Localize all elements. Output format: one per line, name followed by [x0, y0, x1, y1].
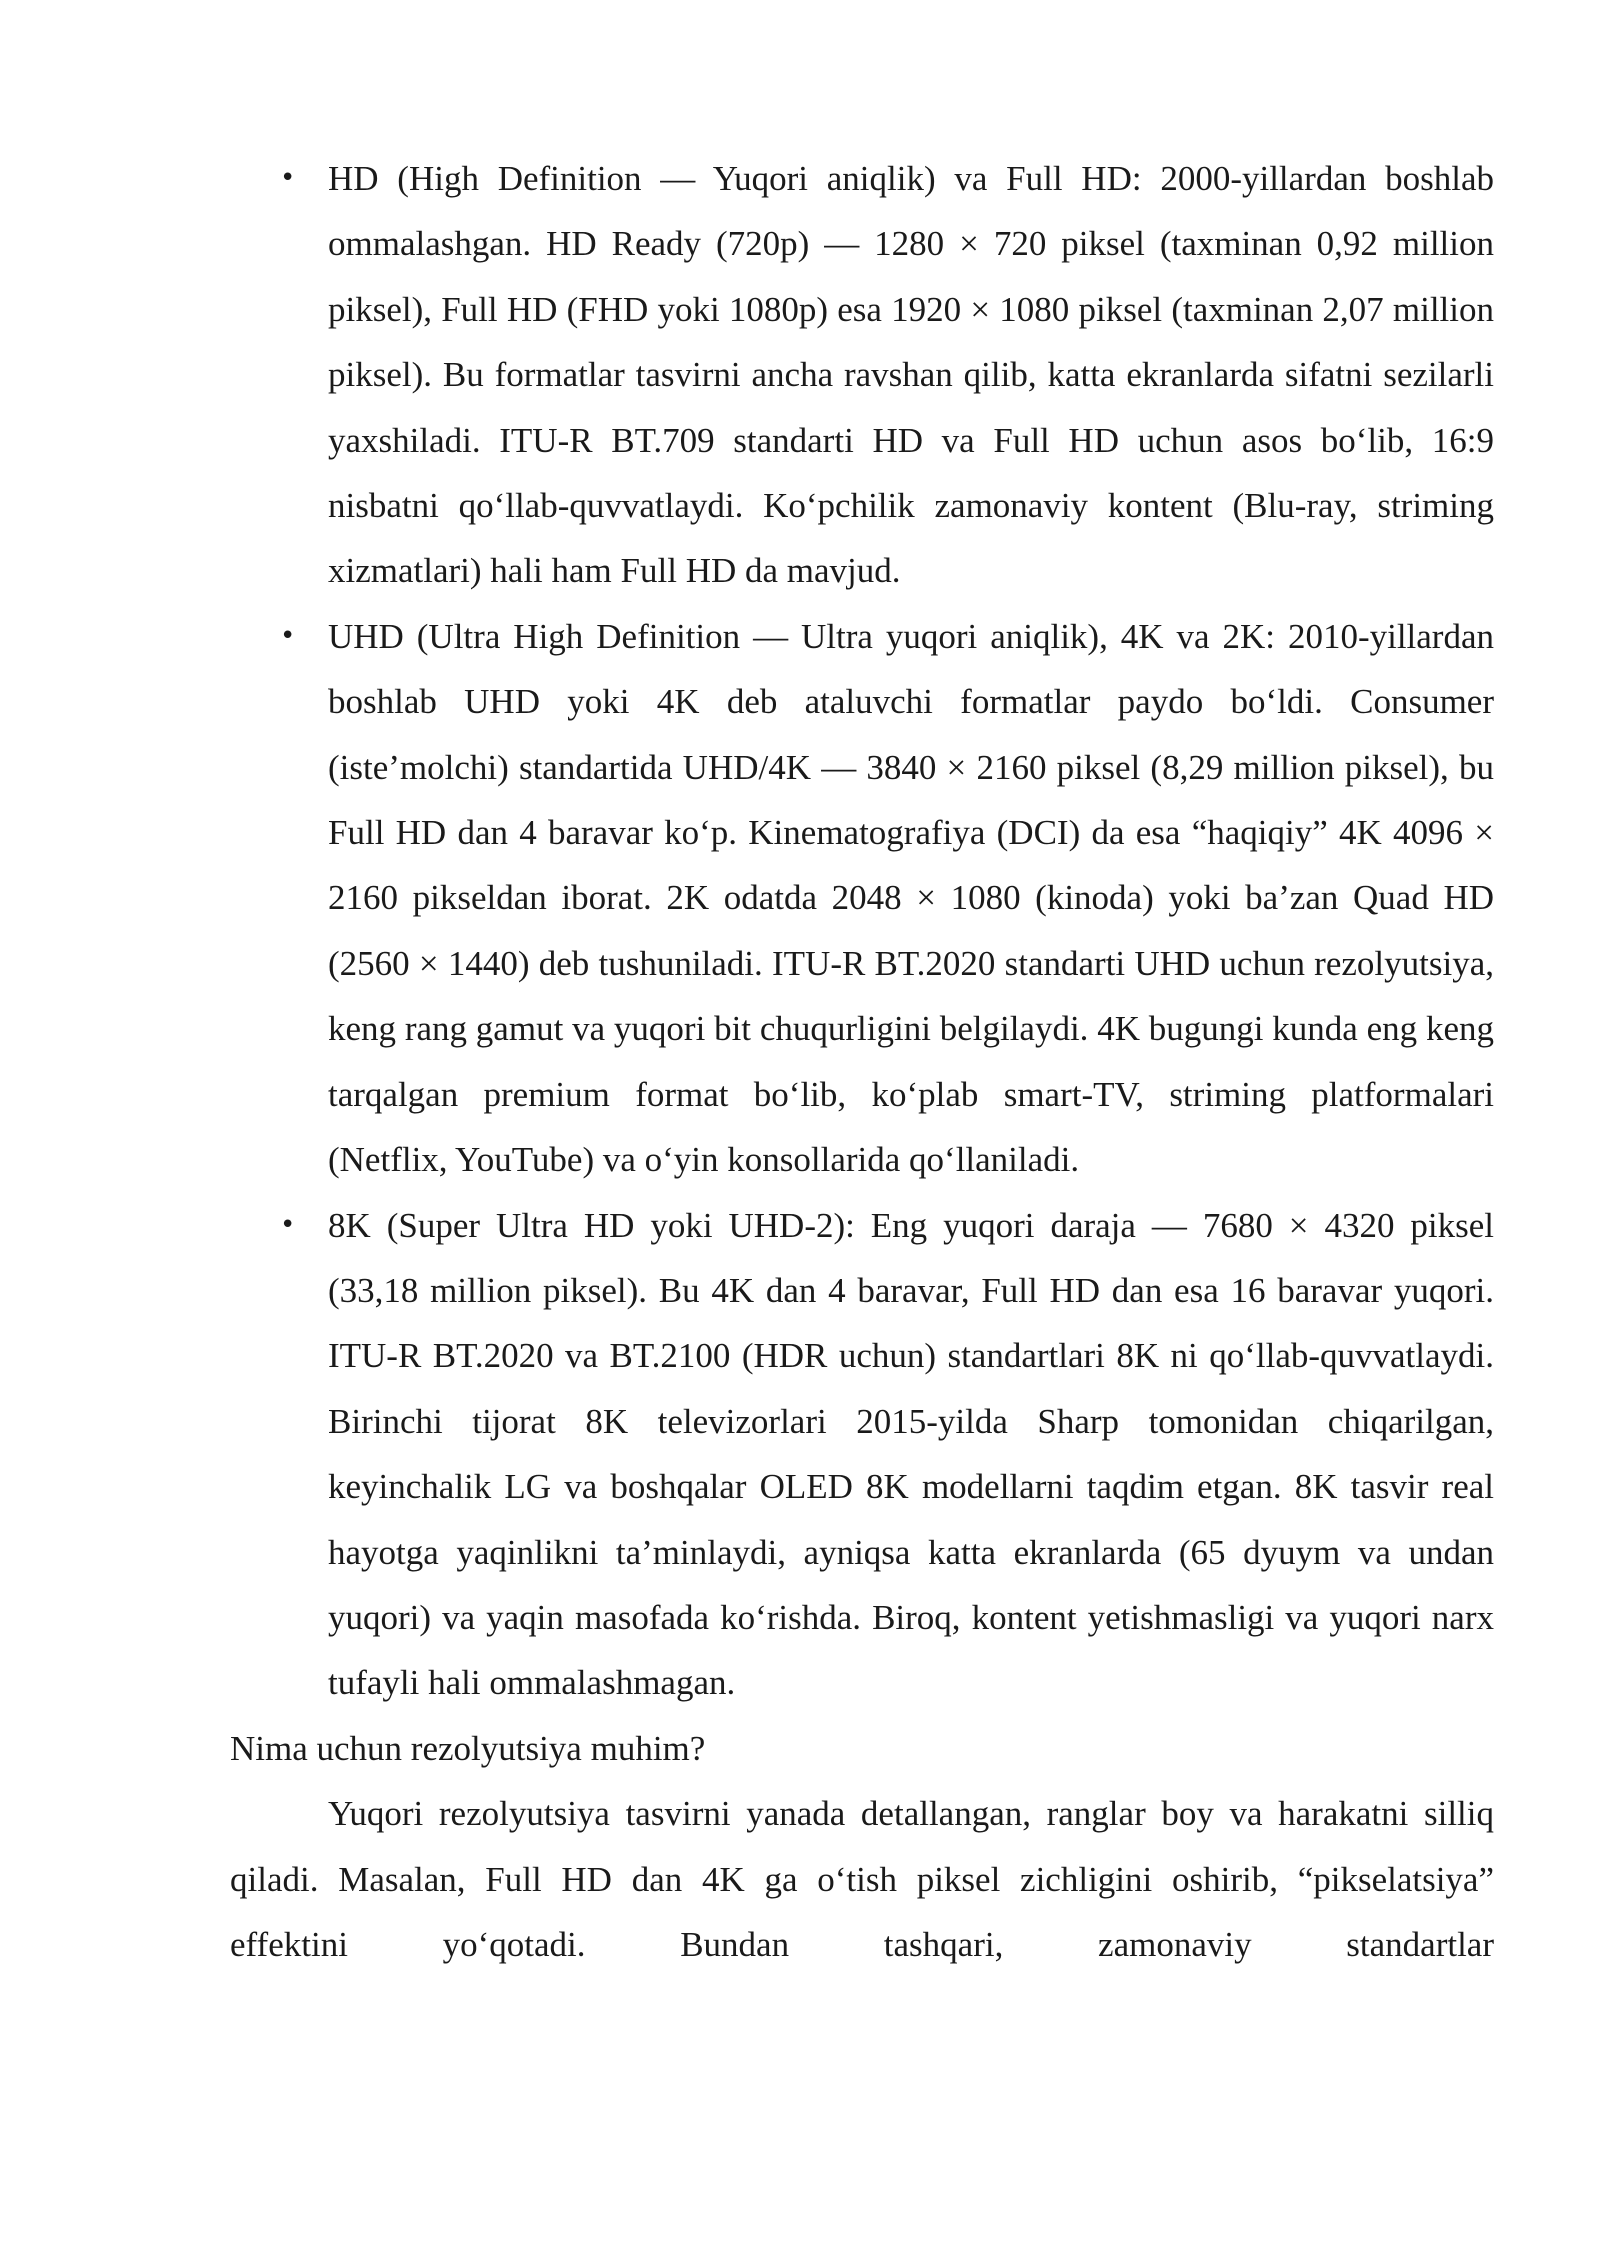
- section-heading: Nima uchun rezolyutsiya muhim?: [230, 1728, 706, 1768]
- bullet-text-uhd: UHD (Ultra High Definition — Ultra yuqori aniqlik), 4K va 2K: 2010-yillardan boshlab UHD yoki 4K deb ataluvchi formatlar paydo bo‘ldi. Consumer (iste’molchi) standartida UHD/4K — 3840 × 2160 piksel (8,29 million piksel), bu Full HD dan 4 baravar ko‘p. Kinematografiya (DCI) da esa “haqiqiy” 4K 4096 × 2160 pikseldan iborat. 2K odatda 2048 × 1080 (kinoda) yoki ba’zan Quad HD (2560 × 1440) deb tushuniladi. ITU-R BT.2020 standarti UHD uchun rezolyutsiya, keng rang gamut va yuqori bit chuqurligini belgilaydi. 4K bugungi kunda eng keng tarqalgan premium format bo‘lib, ko‘plab smart-TV, striming platformalari (Netflix, YouTube) va o‘yin konsollarida qo‘llaniladi.: [328, 616, 1494, 1180]
- bullet-text-8k: 8K (Super Ultra HD yoki UHD-2): Eng yuqori daraja — 7680 × 4320 piksel (33,18 million piksel). Bu 4K dan 4 baravar, Full HD dan esa 16 baravar yuqori. ITU-R BT.2020 va BT.2100 (HDR uchun) standartlari 8K ni qo‘llab-quvvatlaydi. Birinchi tijorat 8K televizorlari 2015-yilda Sharp tomonidan chiqarilgan, keyinchalik LG va boshqalar OLED 8K modellarni taqdim etgan. 8K tasvir real hayotga yaqinlikni ta’minlaydi, ayniqsa katta ekranlarda (65 dyuym va undan yuqori) va yaqin masofada ko‘rishda. Biroq, kontent yetishmasligi va yuqori narx tufayli hali ommalashmagan.: [328, 1205, 1494, 1703]
- bullet-marker: •: [280, 163, 296, 193]
- bullet-list: [230, 146, 1494, 1716]
- bullet-item-8k: [230, 1193, 1494, 1716]
- document-page: [230, 146, 1494, 1977]
- bullet-item-uhd: [230, 604, 1494, 1193]
- bullet-item-hd: [230, 146, 1494, 604]
- bullet-text-hd: HD (High Definition — Yuqori aniqlik) va Full HD: 2000-yillardan boshlab ommalashgan. HD Ready (720p) — 1280 × 720 piksel (taxminan 0,92 million piksel), Full HD (FHD yoki 1080p) esa 1920 × 1080 piksel (taxminan 2,07 million piksel). Bu formatlar tasvirni ancha ravshan qilib, katta ekranlarda sifatni sezilarli yaxshiladi. ITU-R BT.709 standarti HD va Full HD uchun asos bo‘lib, 16:9 nisbatni qo‘llab-quvvatlaydi. Ko‘pchilik zamonaviy kontent (Blu-ray, striming xizmatlari) hali ham Full HD da mavjud.: [328, 159, 1494, 591]
- body-paragraph: Yuqori rezolyutsiya tasvirni yanada detallangan, ranglar boy va harakatni silliq qiladi. Masalan, Full HD dan 4K ga o‘tish piksel zichligini oshirib, “pikselatsiya” effektini yo‘qotadi. Bundan tashqari, zamonaviy standartlar: [230, 1794, 1494, 1964]
- bullet-marker: •: [280, 620, 296, 651]
- bullet-marker: •: [280, 1209, 296, 1240]
